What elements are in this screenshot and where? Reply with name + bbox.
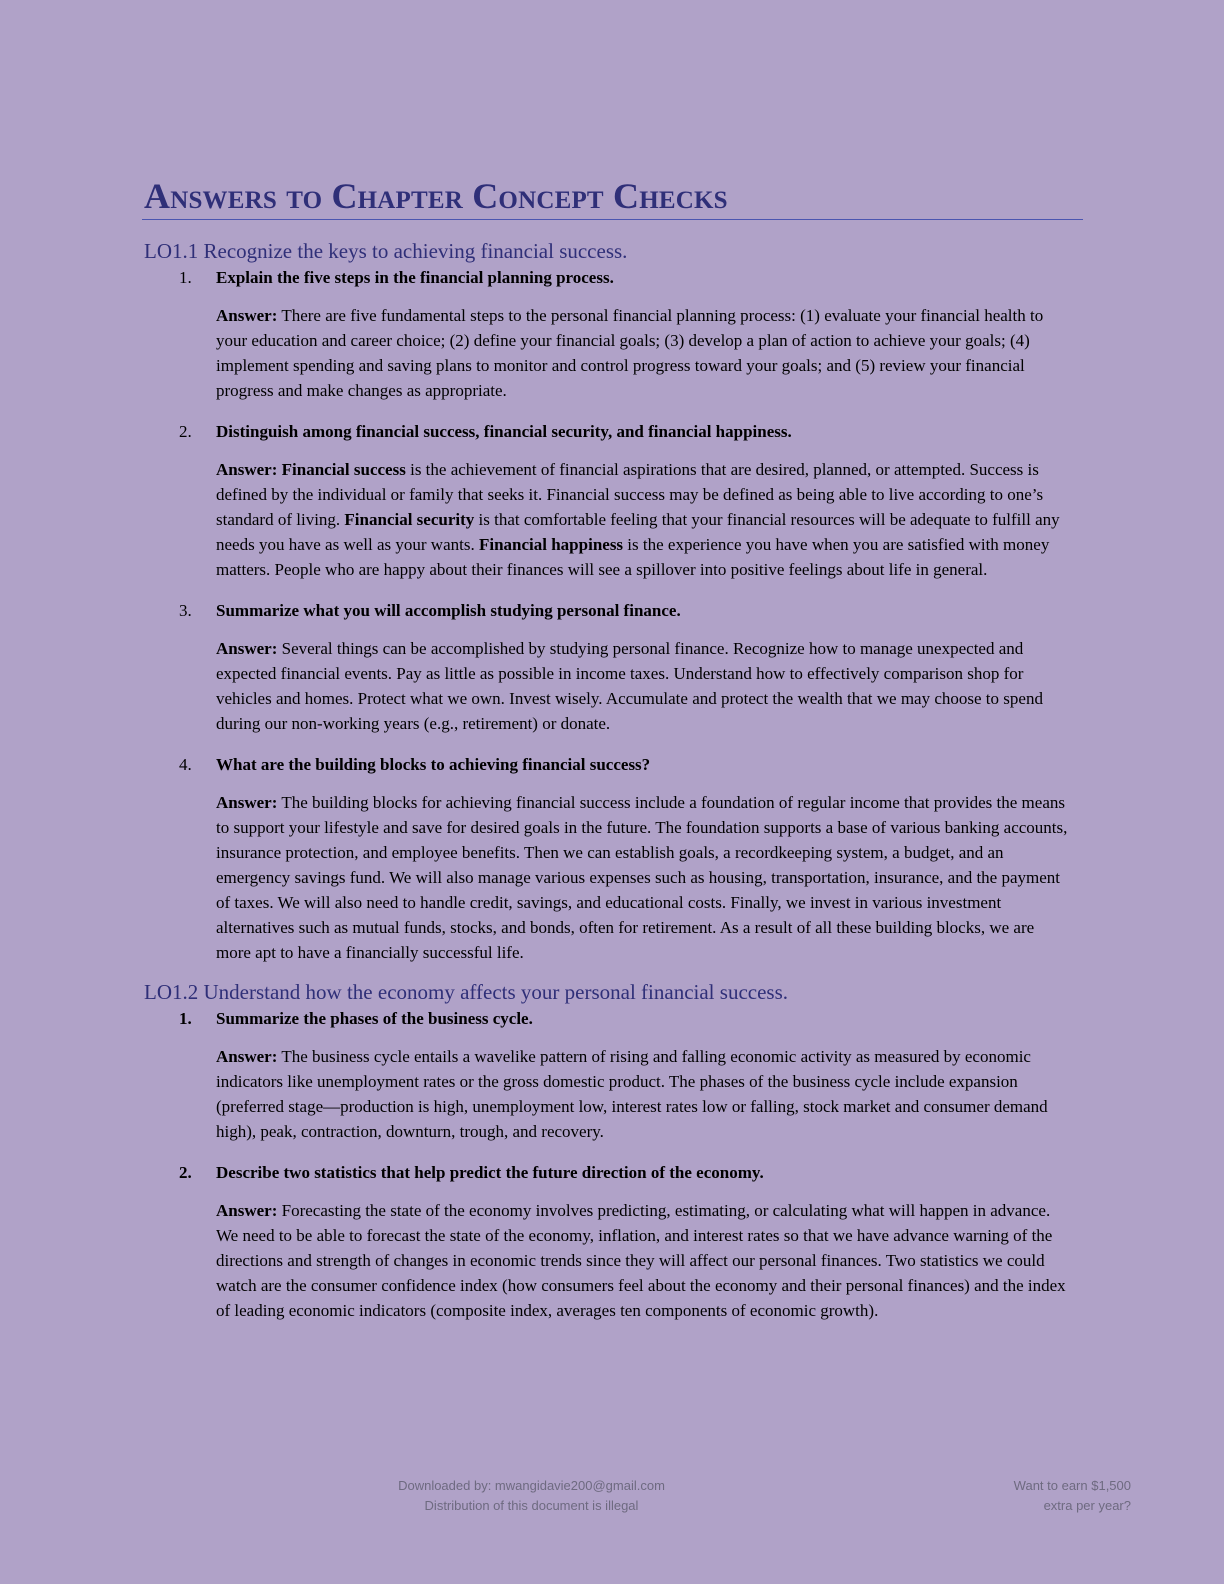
- answer-body: The business cycle entails a wavelike pattern of rising and falling economic activity as measured by economic indicators like unemployment rates or the gross domestic product. The phases of the business cycle include expansion (preferred stage—production is high, unemployment low, interest rates low or falling, stock market and consumer demand high), peak, contraction, downturn, trough, and recovery.: [216, 1047, 1048, 1141]
- document-body: [144, 238, 1074, 1323]
- qa-item: [144, 265, 1074, 403]
- question-text: What are the building blocks to achieving financial success?: [216, 755, 651, 774]
- answer-body: Several things can be accomplished by studying personal finance. Recognize how to manage unexpected and expected financial events. Pay as little as possible in income taxes. Understand how to effectively comparison shop for vehicles and homes. Protect what we own. Invest wisely. Accumulate and protect the wealth that we may choose to spend during our non-working years (e.g., retirement) or donate.: [216, 639, 1043, 733]
- answer-body: Forecasting the state of the economy involves predicting, estimating, or calculating what will happen in advance. We need to be able to forecast the state of the economy, inflation, and interest rates so that we have advance warning of the directions and strength of changes in economic trends since they will affect our personal finances. Two statistics we could watch are the consumer confidence index (how consumers feel about the economy and their personal finances) and the index of leading economic indicators (composite index, averages ten components of economic growth).: [216, 1201, 1066, 1320]
- answer-label: Answer:: [216, 1201, 278, 1220]
- answer-body: is that comfortable feeling that your financial resources will be adequate to fulfill any needs you have as well as your wants.: [216, 510, 1060, 554]
- title-divider: [142, 219, 1083, 220]
- question-number: 3.: [179, 601, 192, 620]
- answer-text: [216, 636, 1074, 736]
- answer-label: Answer:: [216, 1047, 278, 1066]
- qa-item: [144, 752, 1074, 965]
- section-heading: LO1.1 Recognize the keys to achieving financial success.: [144, 239, 628, 263]
- section-lo1-1: [144, 238, 1074, 965]
- answer-text: [216, 1044, 1074, 1144]
- footer-download-notice: [389, 1476, 674, 1516]
- question-text: Summarize the phases of the business cycle.: [216, 1009, 533, 1028]
- question-text: Summarize what you will accomplish studying personal finance.: [216, 601, 681, 620]
- question-number: 2.: [179, 1163, 192, 1182]
- answer-label: Answer:: [216, 793, 278, 812]
- downloaded-by-text: Downloaded by: mwangidavie200@gmail.com: [398, 1478, 665, 1493]
- term-financial-success: Financial success: [277, 460, 406, 479]
- question-number: 4.: [179, 755, 192, 774]
- question-text: Distinguish among financial success, financial security, and financial happiness.: [216, 422, 792, 441]
- promo-line-1[interactable]: Want to earn $1,500: [1013, 1478, 1131, 1493]
- question-text: Explain the five steps in the financial planning process.: [216, 268, 614, 287]
- answer-label: Answer:: [216, 460, 278, 479]
- answer-body: There are five fundamental steps to the personal financial planning process: (1) evaluate your financial health to your education and career choice; (2) define your financial goals; (3) develop a plan of action to achieve your goals; (4) implement spending and saving plans to monitor and control progress toward your goals; and (5) review your financial progress and make changes as appropriate.: [216, 306, 1044, 400]
- footer-promo[interactable]: [1014, 1476, 1131, 1516]
- answer-label: Answer:: [216, 306, 278, 325]
- distribution-notice: Distribution of this document is illegal: [424, 1498, 639, 1513]
- qa-item: [144, 1160, 1074, 1323]
- section-heading: LO1.2 Understand how the economy affects your personal financial success.: [144, 980, 788, 1004]
- term-financial-security: Financial security: [344, 510, 475, 529]
- question-text: Describe two statistics that help predict the future direction of the economy.: [216, 1163, 764, 1182]
- qa-item: [144, 419, 1074, 582]
- term-financial-happiness: Financial happiness: [478, 535, 624, 554]
- section-lo1-2: [144, 979, 1074, 1323]
- page-title: Answers to Chapter Concept Checks: [144, 176, 728, 216]
- answer-text: [216, 790, 1074, 965]
- question-number: 1.: [179, 268, 192, 287]
- promo-line-2[interactable]: extra per year?: [1043, 1498, 1131, 1513]
- qa-item: [144, 598, 1074, 736]
- answer-body: is the experience you have when you are satisfied with money matters. People who are happy about their finances will see a spillover into positive feelings about life in general.: [216, 535, 1050, 579]
- answer-text: [216, 1198, 1074, 1323]
- question-number: 2.: [179, 422, 192, 441]
- answer-body: The building blocks for achieving financial success include a foundation of regular income that provides the means to support your lifestyle and save for desired goals in the future. The foundation supports a base of various banking accounts, insurance protection, and employee benefits. Then we can establish goals, a recordkeeping system, a budget, and an emergency savings fund. We will also manage various expenses such as housing, transportation, insurance, and the payment of taxes. We will also need to handle credit, savings, and educational costs. Finally, we invest in various investment alternatives such as mutual funds, stocks, and bonds, often for retirement. As a result of all these building blocks, we are more apt to have a financially successful life.: [216, 793, 1068, 962]
- qa-item: [144, 1006, 1074, 1144]
- question-number: 1.: [179, 1009, 192, 1028]
- answer-text: [216, 303, 1074, 403]
- answer-label: Answer:: [216, 639, 278, 658]
- answer-text: [216, 457, 1074, 582]
- answer-body: is the achievement of financial aspirations that are desired, planned, or attempted. Success is defined by the individual or family that seeks it. Financial success may be defined as being able to live according to one’s standard of living.: [216, 460, 1044, 529]
